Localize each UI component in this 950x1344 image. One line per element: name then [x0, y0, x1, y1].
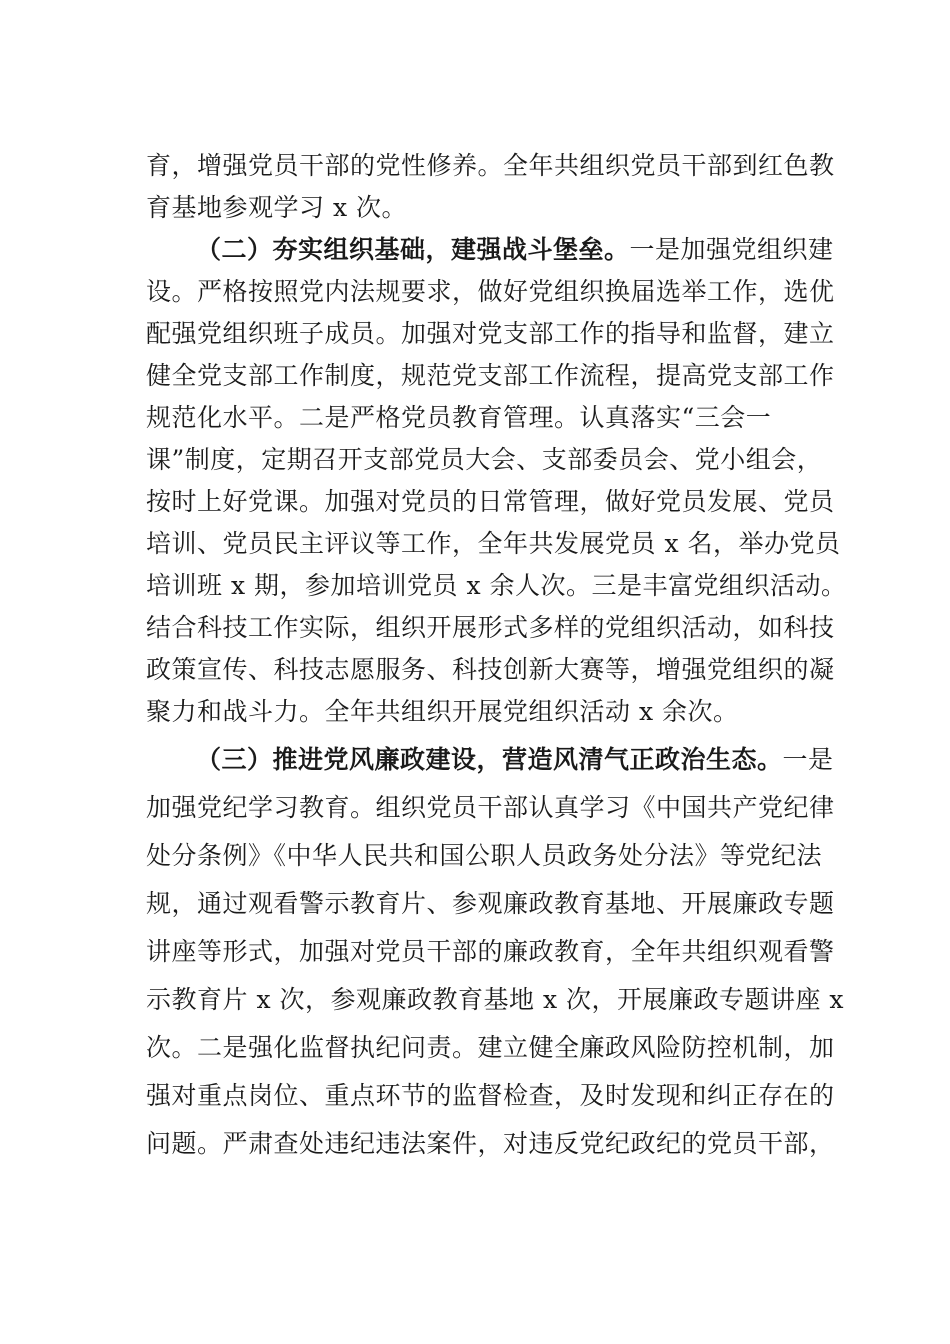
text-line: 讲座等形式，加强对党员干部的廉政教育，全年共组织观看警 — [146, 937, 835, 966]
text-line: 育，增强党员干部的党性修养。全年共组织党员干部到红色教 — [146, 151, 835, 180]
section-2-heading: （二）夯实组织基础，建强战斗堡垒。 — [196, 235, 630, 264]
section-3-lead-text: 一是 — [782, 745, 834, 774]
text-line: 育基地参观学习 x 次。 — [146, 193, 407, 222]
text-line: 按时上好党课。加强对党员的日常管理，做好党员发展、党员 — [146, 487, 835, 516]
text-line: 结合科技工作实际，组织开展形式多样的党组织活动，如科技 — [146, 613, 835, 642]
text-line: 聚力和战斗力。全年共组织开展党组织活动 x 余次。 — [146, 697, 739, 726]
text-line: 加强党纪学习教育。组织党员干部认真学习《中国共产党纪律 — [146, 793, 835, 822]
section-2-lead-text: 一是加强党组织建 — [629, 235, 834, 264]
section-3-heading: （三）推进党风廉政建设，营造风清气正政治生态。 — [196, 745, 783, 774]
text-line: 次。二是强化监督执纪问责。建立健全廉政风险防控机制，加 — [146, 1033, 835, 1062]
text-line: 健全党支部工作制度，规范党支部工作流程，提高党支部工作 — [146, 361, 835, 390]
text-line: 规，通过观看警示教育片、参观廉政教育基地、开展廉政专题 — [146, 889, 835, 918]
text-line: 规范化水平。二是严格党员教育管理。认真落实“三会一 — [146, 403, 772, 432]
text-line: 培训、党员民主评议等工作，全年共发展党员 x 名，举办党员 — [146, 529, 841, 558]
text-line: 问题。严肃查处违纪违法案件，对违反党纪政纪的党员干部， — [146, 1129, 835, 1158]
text-line: 设。严格按照党内法规要求，做好党组织换届选举工作，选优 — [146, 277, 835, 306]
text-line: 处分条例》《中华人民共和国公职人员政务处分法》等党纪法 — [146, 841, 823, 870]
text-line: 示教育片 x 次，参观廉政教育基地 x 次，开展廉政专题讲座 x — [146, 985, 845, 1014]
text-line: 政策宣传、科技志愿服务、科技创新大赛等，增强党组织的凝 — [146, 655, 835, 684]
section-3-first-line — [196, 741, 834, 779]
text-line: 课”制度，定期召开支部党员大会、支部委员会、党小组会， — [146, 445, 823, 474]
text-line: 配强党组织班子成员。加强对党支部工作的指导和监督，建立 — [146, 319, 835, 348]
text-line: 强对重点岗位、重点环节的监督检查，及时发现和纠正存在的 — [146, 1081, 835, 1110]
section-2-first-line — [196, 231, 834, 269]
text-line: 培训班 x 期，参加培训党员 x 余人次。三是丰富党组织活动。 — [146, 571, 847, 600]
